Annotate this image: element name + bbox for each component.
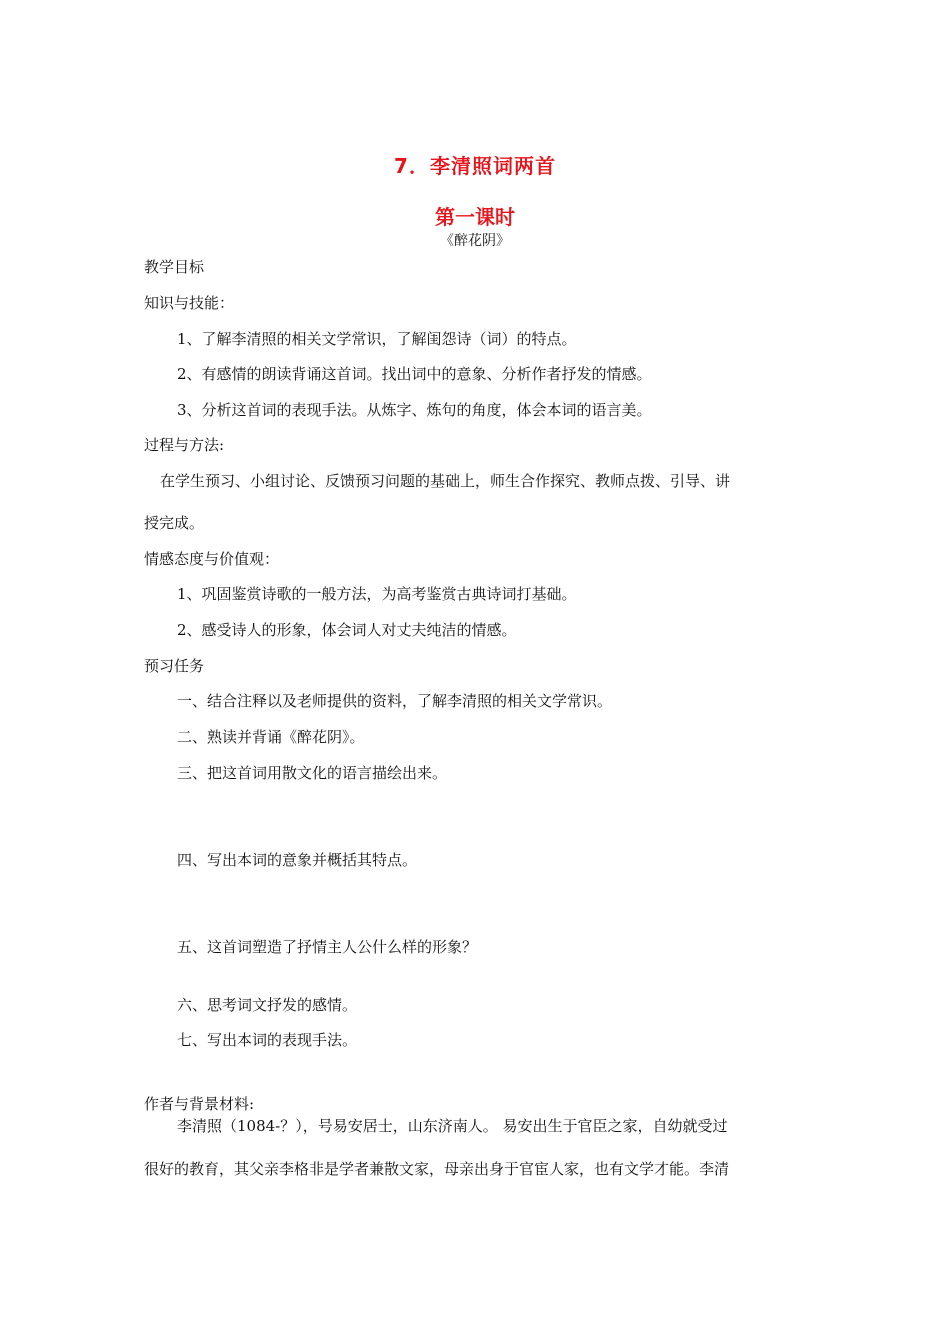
process-text-line2: 授完成。 xyxy=(144,514,205,532)
preview-item: 三、把这首词用散文化的语言描绘出来。 xyxy=(177,764,448,782)
lesson-heading: 第一课时 xyxy=(435,205,515,229)
background-heading: 作者与背景材料: xyxy=(144,1095,255,1113)
emotion-heading: 情感态度与价值观： xyxy=(144,550,280,568)
knowledge-item: 3、分析这首词的表现手法。从炼字、炼句的角度，体会本词的语言美。 xyxy=(177,401,652,419)
preview-item: 七、写出本词的表现手法。 xyxy=(177,1031,358,1049)
process-text-line1: 在学生预习、小组讨论、反馈预习问题的基础上，师生合作探究、教师点拨、引导、讲 xyxy=(160,472,731,490)
preview-item: 一、结合注释以及老师提供的资料，了解李清照的相关文学常识。 xyxy=(177,692,613,710)
emotion-item: 2、感受诗人的形象，体会词人对丈夫纯洁的情感。 xyxy=(177,621,517,639)
emotion-item: 1、巩固鉴赏诗歌的一般方法，为高考鉴赏古典诗词打基础。 xyxy=(177,585,577,603)
process-heading: 过程与方法: xyxy=(144,436,225,454)
knowledge-heading: 知识与技能： xyxy=(144,294,235,312)
knowledge-item: 2、有感情的朗读背诵这首词。找出词中的意象、分析作者抒发的情感。 xyxy=(177,365,652,383)
poem-title: 《醉花阴》 xyxy=(440,233,510,249)
preview-item: 五、这首词塑造了抒情主人公什么样的形象？ xyxy=(177,938,478,956)
preview-heading: 预习任务 xyxy=(144,657,205,675)
background-text-line1: 李清照（1084-？），号易安居士，山东济南人。 易安出生于官臣之家，自幼就受过 xyxy=(177,1117,728,1135)
preview-item: 六、思考词文抒发的感情。 xyxy=(177,996,358,1014)
preview-item: 四、写出本词的意象并概括其特点。 xyxy=(177,851,418,869)
background-text-line2: 很好的教育，其父亲李格非是学者兼散文家，母亲出身于官宦人家，也有文学才能。李清 xyxy=(144,1160,730,1178)
preview-item: 二、熟读并背诵《醉花阴》。 xyxy=(177,728,365,746)
knowledge-item: 1、了解李清照的相关文学常识，了解闺怨诗（词）的特点。 xyxy=(177,330,577,348)
goals-heading: 教学目标 xyxy=(144,258,205,276)
document-title: 7．李清照词两首 xyxy=(394,154,556,178)
